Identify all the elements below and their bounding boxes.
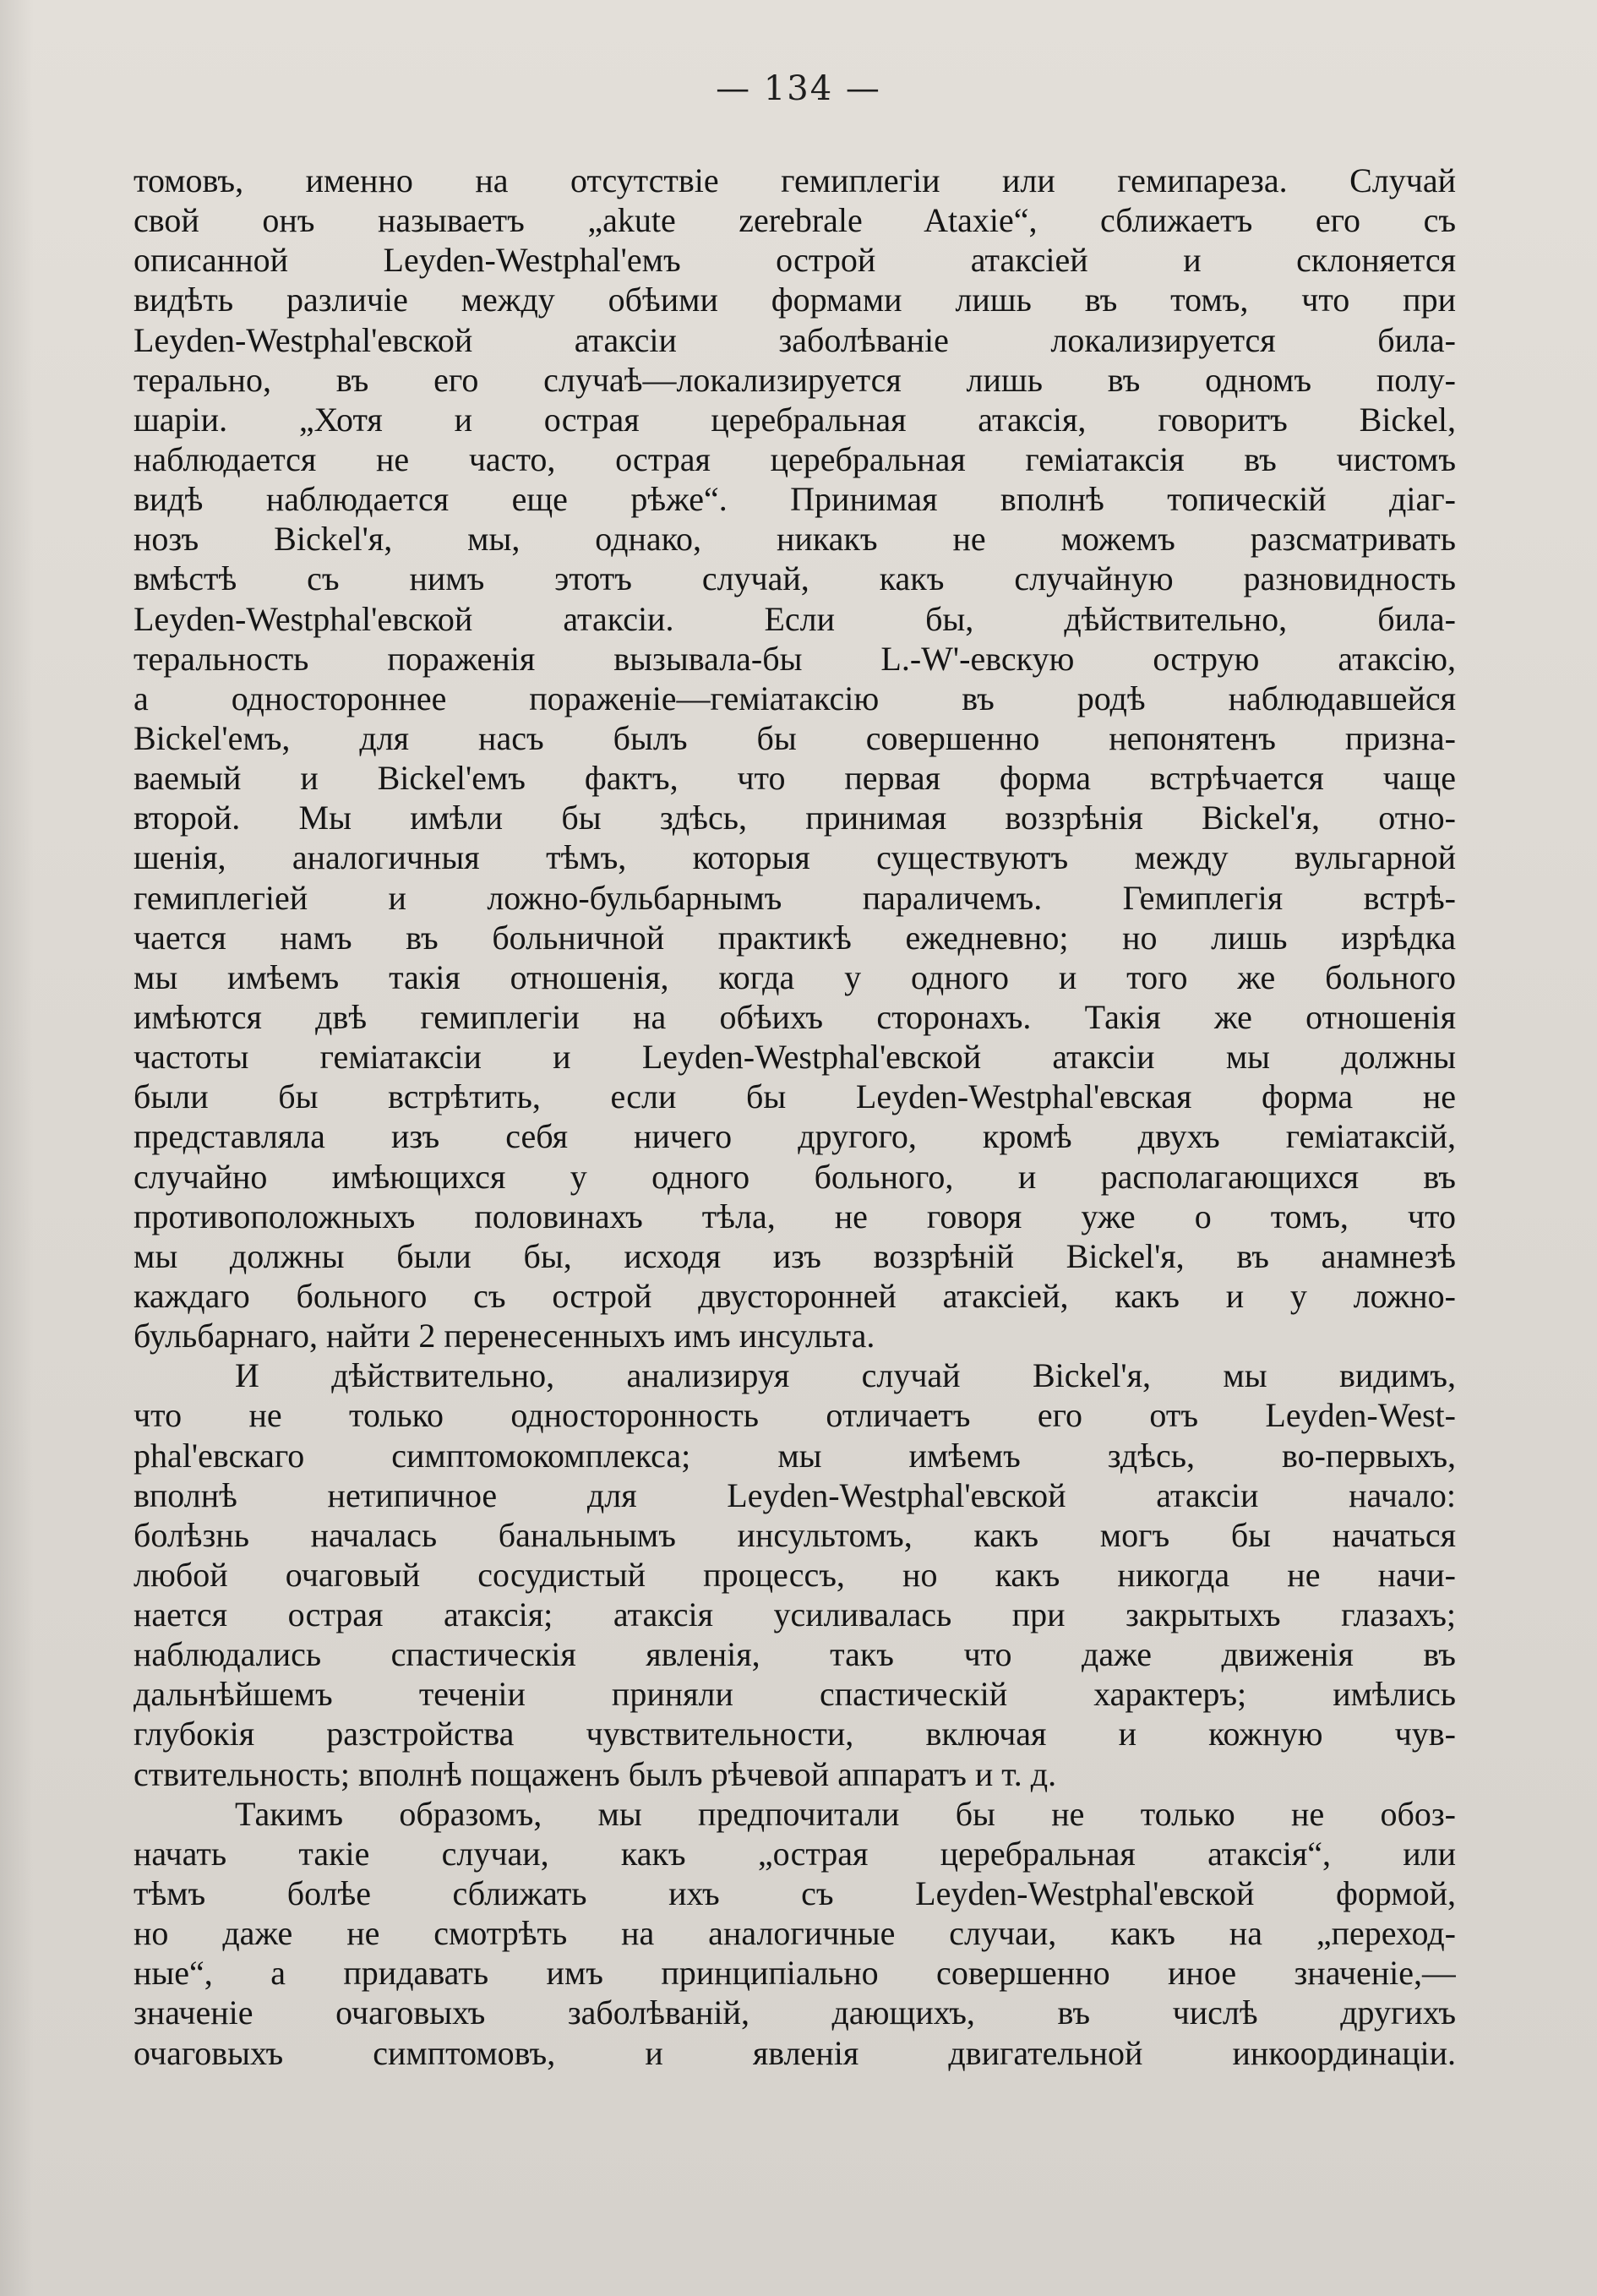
text-line: описанной Leyden-Westphal'емъ острой атаксіей и склоняется <box>134 241 1456 280</box>
text-line: Leyden-Westphal'евской атаксіи заболѣваніе локализируется била- <box>134 320 1456 359</box>
text-line: наблюдается не часто, острая церебральная геміатаксія въ чистомъ <box>134 439 1456 478</box>
text-line: а одностороннее пораженіе—геміатаксію въ родѣ наблюдавшейся <box>134 679 1456 717</box>
text-line: очаговыхъ симптомовъ, и явленія двигательной инкоординаціи. <box>134 2033 1456 2072</box>
text-line: ствительность; вполнѣ пощаженъ былъ рѣчевой аппаратъ и т. д. <box>134 1754 1057 1793</box>
text-line: свой онъ называетъ „akute zerebrale Ataxie“, сближаетъ его съ <box>134 201 1456 240</box>
text-line: вмѣстѣ съ нимъ этотъ случай, какъ случайную разновидность <box>134 559 1456 598</box>
text-line: томовъ, именно на отсутствіе гемиплегіи или гемипареза. Случай <box>134 161 1456 199</box>
page-edge-shadow <box>0 0 34 2296</box>
text-line: второй. Мы имѣли бы здѣсь, принимая воззрѣнія Bickel'я, отно- <box>134 799 1456 837</box>
text-line: имѣются двѣ гемиплегіи на обѣихъ сторонахъ. Такія же отношенія <box>134 997 1456 1036</box>
text-line: чается намъ въ больничной практикѣ ежедневно; но лишь изрѣдка <box>134 918 1456 957</box>
text-line: дальнѣйшемъ теченіи приняли спастическій характеръ; имѣлись <box>134 1675 1456 1714</box>
text-line: Bickel'емъ, для насъ былъ бы совершенно непонятенъ призна- <box>134 718 1456 757</box>
text-line: И дѣйствительно, анализируя случай Bickel'я, мы видимъ, <box>235 1356 1456 1395</box>
text-line: болѣзнь началась банальнымъ инсультомъ, какъ могъ бы начаться <box>134 1515 1456 1554</box>
text-line: мы должны были бы, исходя изъ воззрѣній Bickel'я, въ анамнезѣ <box>134 1236 1456 1275</box>
page-number: — 134 — <box>716 69 881 108</box>
text-line: противоположныхъ половинахъ тѣла, не говоря уже о томъ, что <box>134 1197 1456 1235</box>
text-line: видѣть различіе между обѣими формами лишь въ томъ, что при <box>134 281 1456 319</box>
text-line: наблюдались спастическія явленія, такъ что даже движенія въ <box>134 1635 1456 1674</box>
text-line: значеніе очаговыхъ заболѣваній, дающихъ, въ числѣ другихъ <box>134 1993 1456 2032</box>
text-line: начать такіе случаи, какъ „острая церебральная атаксія“, или <box>134 1834 1456 1873</box>
text-line: Leyden-Westphal'евской атаксіи. Если бы, дѣйствительно, била- <box>134 599 1456 638</box>
text-line: видѣ наблюдается еще рѣже“. Принимая вполнѣ топическій діаг- <box>134 480 1456 519</box>
text-line: ные“, а придавать имъ принципіально совершенно иное значеніе,— <box>134 1954 1456 1993</box>
text-line: но даже не смотрѣть на аналогичные случаи, какъ на „переход- <box>134 1914 1456 1953</box>
text-line: мы имѣемъ такія отношенія, когда у одного и того же больного <box>134 957 1456 996</box>
text-line: бульбарнаго, найти 2 перенесенныхъ имъ инсульта. <box>134 1317 875 1355</box>
text-line: нозъ Bickel'я, мы, однако, никакъ не можемъ разсматривать <box>134 520 1456 559</box>
text-line: вполнѣ нетипичное для Leyden-Westphal'евской атаксіи начало: <box>134 1475 1456 1514</box>
text-line: тѣмъ болѣе сближать ихъ съ Leyden-Westphal'евской формой, <box>134 1874 1456 1913</box>
text-line: шаріи. „Хотя и острая церебральная атаксія, говоритъ Bickel, <box>134 400 1456 439</box>
text-line: ваемый и Bickel'емъ фактъ, что первая форма встрѣчается чаще <box>134 759 1456 798</box>
text-line: нается острая атаксія; атаксія усиливалась при закрытыхъ глазахъ; <box>134 1595 1456 1634</box>
text-line: теральность пораженія вызывала-бы L.-W'-евскую острую атаксію, <box>134 639 1456 678</box>
text-line: были бы встрѣтить, если бы Leyden-Westphal'евская форма не <box>134 1077 1456 1116</box>
text-line: случайно имѣющихся у одного больного, и располагающихся въ <box>134 1157 1456 1196</box>
text-line: Такимъ образомъ, мы предпочитали бы не только не обоз- <box>235 1794 1456 1833</box>
text-line: шенія, аналогичныя тѣмъ, которыя существуютъ между вульгарной <box>134 838 1456 877</box>
text-line: глубокія разстройства чувствительности, включая и кожную чув- <box>134 1715 1456 1753</box>
text-line: частоты геміатаксіи и Leyden-Westphal'евской атаксіи мы должны <box>134 1038 1456 1077</box>
text-line: любой очаговый сосудистый процессъ, но какъ никогда не начи- <box>134 1555 1456 1594</box>
text-line: гемиплегіей и ложно-бульбарнымъ параличемъ. Гемиплегія встрѣ- <box>134 878 1456 917</box>
body-text <box>134 161 1456 2073</box>
text-line: каждаго больного съ острой двусторонней атаксіей, какъ и у ложно- <box>134 1276 1456 1315</box>
text-line: представляла изъ себя ничего другого, кромѣ двухъ геміатаксій, <box>134 1117 1456 1156</box>
text-line: что не только односторонность отличаетъ его отъ Leyden-West- <box>134 1396 1456 1435</box>
text-line: терально, въ его случаѣ—локализируется лишь въ одномъ полу- <box>134 360 1456 399</box>
text-line: phal'евскаго симптомокомплекса; мы имѣемъ здѣсь, во-первыхъ, <box>134 1436 1456 1475</box>
